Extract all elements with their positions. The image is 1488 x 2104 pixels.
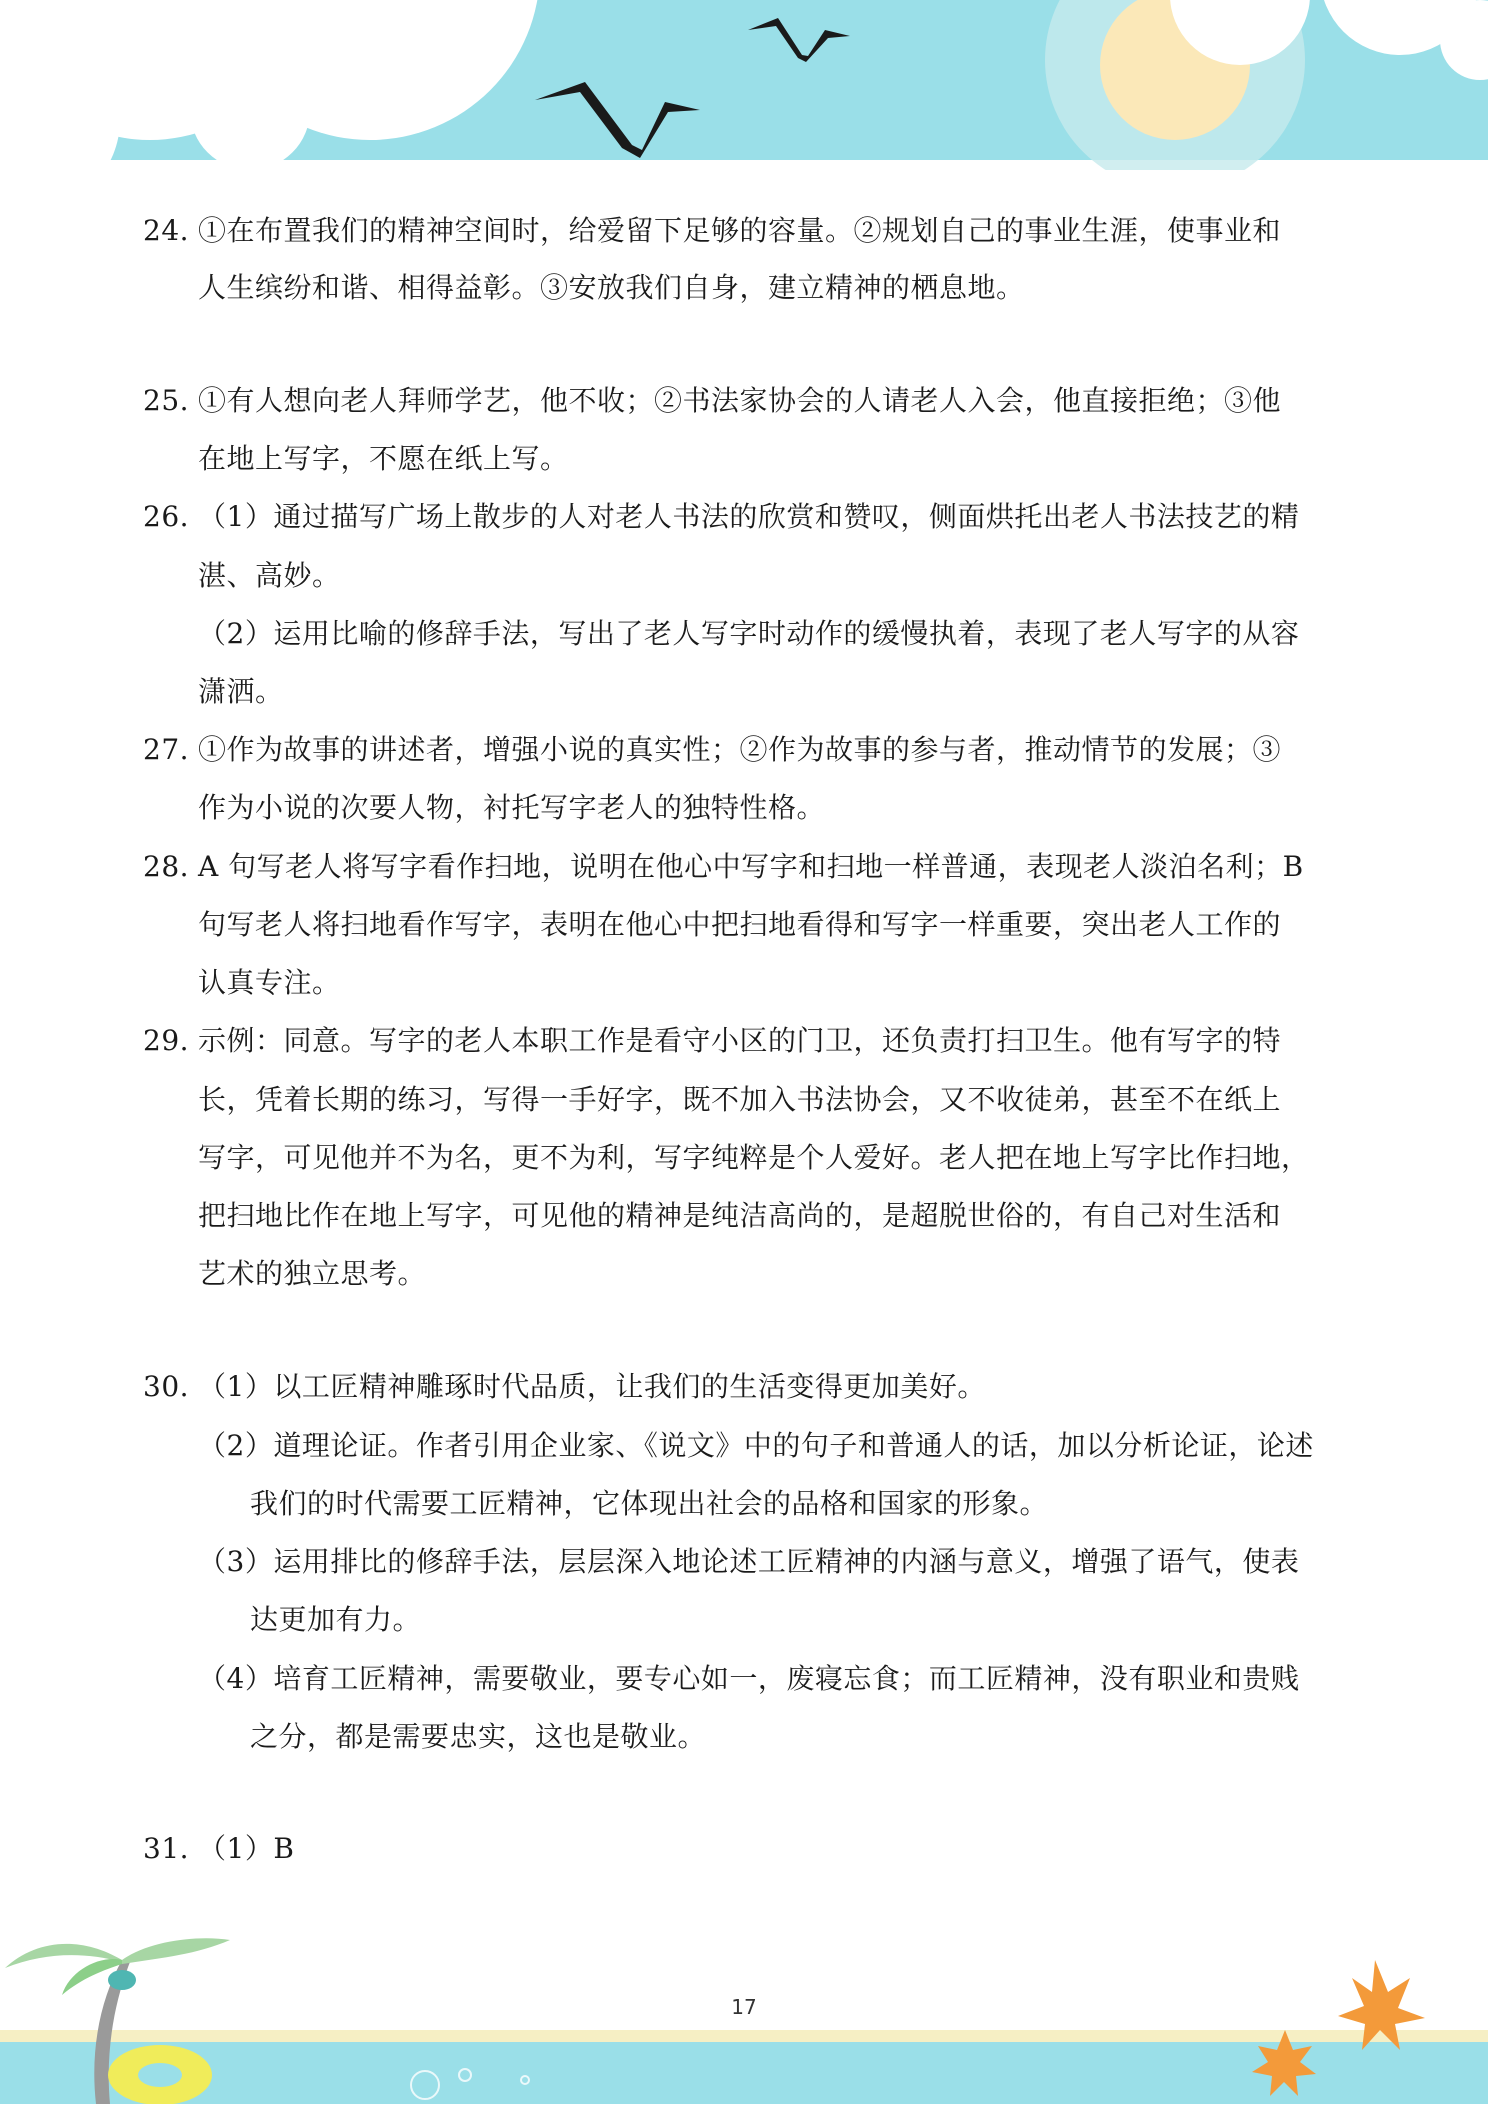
answer-line: 我们的时代需要工匠精神，它体现出社会的品格和国家的形象。 (250, 1487, 1049, 1520)
answer-number: 30. (143, 1370, 190, 1403)
swim-ring-icon (108, 2045, 212, 2104)
answer-line: 艺术的独立思考。 (198, 1257, 427, 1290)
answer-line: 湛、高妙。 (198, 559, 341, 592)
answer-line: （1）B (198, 1832, 295, 1865)
answer-number: 27. (143, 733, 190, 766)
answer-line: 作为小说的次要人物，衬托写字老人的独特性格。 (198, 791, 826, 824)
answer-line: 之分，都是需要忠实，这也是敬业。 (250, 1720, 707, 1753)
answer-number: 26. (143, 500, 190, 533)
answer-line: ①有人想向老人拜师学艺，他不收；②书法家协会的人请老人入会，他直接拒绝；③他 (198, 384, 1282, 417)
answer-number: 25. (143, 384, 190, 417)
answer-number: 31. (143, 1832, 190, 1865)
answer-line: 句写老人将扫地看作写字，表明在他心中把扫地看得和写字一样重要，突出老人工作的 (198, 908, 1282, 941)
answer-line: 长，凭着长期的练习，写得一手好字，既不加入书法协会，又不收徒弟，甚至不在纸上 (198, 1083, 1282, 1116)
answer-line: 达更加有力。 (250, 1603, 422, 1636)
answer-line: （2）道理论证。作者引用企业家、《说文》中的句子和普通人的话，加以分析论证，论述 (198, 1429, 1314, 1462)
answer-line: 在地上写字，不愿在纸上写。 (198, 442, 569, 475)
answer-line: A 句写老人将写字看作扫地，说明在他心中写字和扫地一样普通，表现老人淡泊名利；B (198, 850, 1304, 883)
answer-line: （4）培育工匠精神，需要敬业，要专心如一，废寝忘食；而工匠精神，没有职业和贵贱 (198, 1662, 1300, 1695)
answer-line: （3）运用排比的修辞手法，层层深入地论述工匠精神的内涵与意义，增强了语气，使表 (198, 1545, 1300, 1578)
answer-line: （2）运用比喻的修辞手法，写出了老人写字时动作的缓慢执着，表现了老人写字的从容 (198, 617, 1300, 650)
answer-number: 24. (143, 214, 190, 247)
answer-line: 认真专注。 (198, 966, 341, 999)
answer-number: 29. (143, 1024, 190, 1057)
answer-line: 把扫地比作在地上写字，可见他的精神是纯洁高尚的，是超脱世俗的，有自己对生活和 (198, 1199, 1282, 1232)
answer-line: （1）以工匠精神雕琢时代品质，让我们的生活变得更加美好。 (198, 1370, 986, 1403)
answer-line: ①作为故事的讲述者，增强小说的真实性；②作为故事的参与者，推动情节的发展；③ (198, 733, 1282, 766)
answer-line: 人生缤纷和谐、相得益彰。③安放我们自身，建立精神的栖息地。 (198, 271, 1025, 304)
answer-line: 写字，可见他并不为名，更不为利，写字纯粹是个人爱好。老人把在地上写字比作扫地， (198, 1141, 1310, 1174)
answer-number: 28. (143, 850, 190, 883)
answer-line: 示例：同意。写字的老人本职工作是看守小区的门卫，还负责打扫卫生。他有写字的特 (198, 1024, 1282, 1057)
answer-line: ①在布置我们的精神空间时，给爱留下足够的容量。②规划自己的事业生涯，使事业和 (198, 214, 1282, 247)
answer-line: 潇洒。 (198, 675, 284, 708)
page-number: 17 (731, 1995, 757, 2019)
answer-line: （1）通过描写广场上散步的人对老人书法的欣赏和赞叹，侧面烘托出老人书法技艺的精 (198, 500, 1300, 533)
